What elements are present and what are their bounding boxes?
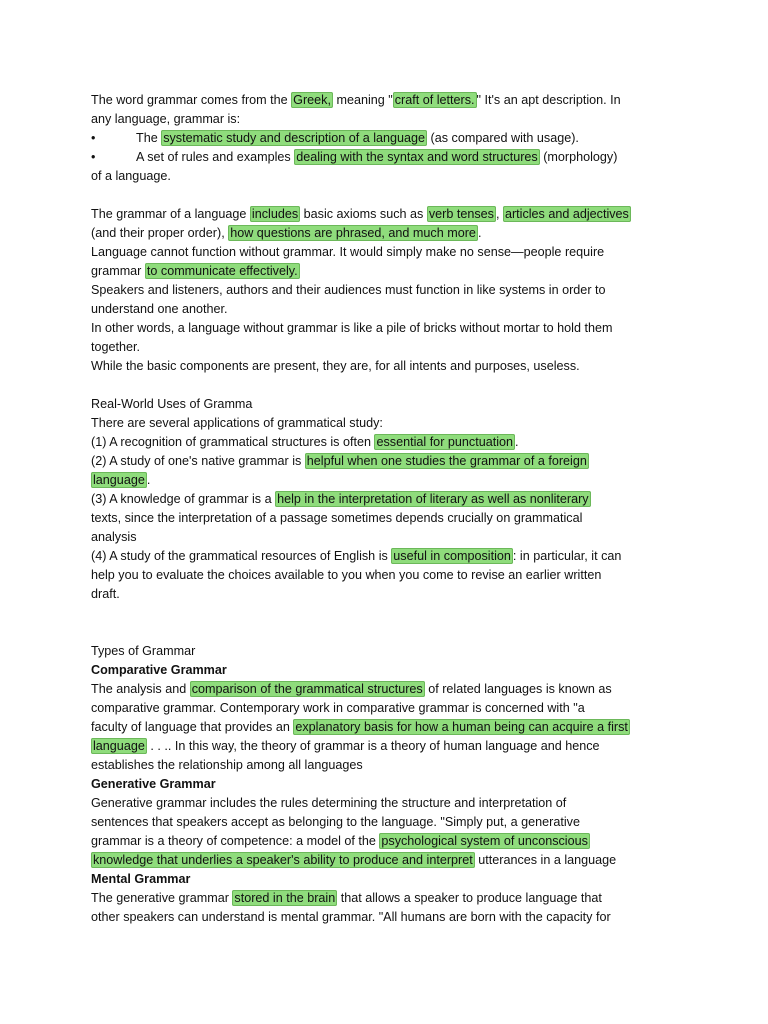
text-line [91, 319, 691, 338]
text-line [91, 756, 691, 775]
blank-line [91, 376, 691, 395]
text-run: The generative grammar [91, 891, 233, 905]
text-run: sentences that speakers accept as belonging to the language. "Simply put, a generative [91, 815, 580, 829]
highlighted-text: language [93, 473, 145, 487]
highlighted-text: helpful when one studies the grammar of a foreign [306, 454, 587, 468]
text-run: comparative grammar. Contemporary work in comparative grammar is concerned with "a [91, 701, 585, 715]
text-line [91, 205, 691, 224]
text-line [91, 91, 691, 110]
text-line [91, 509, 691, 528]
highlighted-text: language [93, 739, 145, 753]
text-run: (as compared with usage). [427, 131, 579, 145]
text-line [91, 338, 691, 357]
text-line [91, 661, 691, 680]
text-line [91, 167, 691, 186]
text-run: meaning " [332, 93, 393, 107]
text-run: The grammar of a language [91, 207, 250, 221]
blank-line [91, 604, 691, 623]
text-line [91, 281, 691, 300]
text-run: grammar [91, 264, 145, 278]
text-run: other speakers can understand is mental grammar. "All humans are born with the capacity for [91, 910, 611, 924]
text-line [91, 129, 691, 148]
text-line [91, 642, 691, 661]
text-run: draft. [91, 587, 120, 601]
text-run: Speakers and listeners, authors and their audiences must function in like systems in order to [91, 283, 606, 297]
text-line [91, 243, 691, 262]
text-run: together. [91, 340, 141, 354]
text-run: (2) A study of one's native grammar is [91, 454, 305, 468]
highlighted-text: craft of letters. [394, 93, 475, 107]
text-run: texts, since the interpretation of a passage sometimes depends crucially on grammatical [91, 511, 583, 525]
text-run: help you to evaluate the choices available to you when you come to revise an earlier written [91, 568, 602, 582]
highlighted-text: useful in composition [393, 549, 511, 563]
text-line [91, 471, 691, 490]
text-run: establishes the relationship among all languages [91, 758, 363, 772]
text-line [91, 433, 691, 452]
text-run: (morphology) [539, 150, 618, 164]
highlighted-text: systematic study and description of a language [163, 131, 426, 145]
text-run: Language cannot function without grammar. It would simply make no sense—people require [91, 245, 605, 259]
text-run: understand one another. [91, 302, 228, 316]
highlighted-text: explanatory basis for how a human being can acquire a first [295, 720, 628, 734]
text-line [91, 262, 691, 281]
text-line [91, 224, 691, 243]
text-run: . [515, 435, 519, 449]
highlighted-text: help in the interpretation of literary as well as nonliterary [277, 492, 589, 506]
text-line [91, 851, 691, 870]
highlighted-text: essential for punctuation [376, 435, 514, 449]
text-run: Types of Grammar [91, 644, 196, 658]
text-line [91, 737, 691, 756]
text-run: basic axioms such as [300, 207, 427, 221]
text-line [91, 870, 691, 889]
text-run: There are several applications of grammatical study: [91, 416, 383, 430]
text-line [91, 775, 691, 794]
highlighted-text: articles and adjectives [504, 207, 629, 221]
text-run: " It's an apt description. In [476, 93, 621, 107]
text-line [91, 452, 691, 471]
highlighted-text: knowledge that underlies a speaker's ability to produce and interpret [93, 853, 473, 867]
section-heading: Mental Grammar [91, 872, 191, 886]
document-body [91, 91, 691, 927]
text-run: A set of rules and examples [136, 150, 295, 164]
text-line [91, 395, 691, 414]
text-line [91, 566, 691, 585]
text-line [91, 699, 691, 718]
text-line [91, 718, 691, 737]
text-run: faculty of language that provides an [91, 720, 294, 734]
text-line [91, 794, 691, 813]
text-run: In other words, a language without grammar is like a pile of bricks without mortar to hold them [91, 321, 613, 335]
highlighted-text: includes [251, 207, 299, 221]
bullet-marker: • [91, 131, 96, 145]
section-heading: Generative Grammar [91, 777, 216, 791]
text-run: While the basic components are present, they are, for all intents and purposes, useless. [91, 359, 580, 373]
text-line [91, 585, 691, 604]
text-run: The word grammar comes from the [91, 93, 292, 107]
text-line [91, 832, 691, 851]
text-line [91, 490, 691, 509]
highlighted-text: to communicate effectively. [146, 264, 298, 278]
highlighted-text: how questions are phrased, and much more [230, 226, 476, 240]
text-run: analysis [91, 530, 137, 544]
text-run: The [136, 131, 162, 145]
text-line [91, 300, 691, 319]
section-heading: Comparative Grammar [91, 663, 227, 677]
text-run: grammar is a theory of competence: a model of the [91, 834, 380, 848]
text-line [91, 547, 691, 566]
text-run: . [477, 226, 482, 240]
text-run: . [146, 473, 151, 487]
text-run: Real-World Uses of Gramma [91, 397, 253, 411]
text-run: , [495, 207, 503, 221]
text-line [91, 357, 691, 376]
text-run: : in particular, it can [512, 549, 622, 563]
text-run: of a language. [91, 169, 171, 183]
text-run: (and their proper order), [91, 226, 229, 240]
text-run: (1) A recognition of grammatical structures is often [91, 435, 375, 449]
text-line [91, 148, 691, 167]
text-line [91, 680, 691, 699]
text-line [91, 813, 691, 832]
text-run: Generative grammar includes the rules determining the structure and interpretation of [91, 796, 567, 810]
highlighted-text: psychological system of unconscious [381, 834, 588, 848]
highlighted-text: Greek, [293, 93, 331, 107]
text-run: (3) A knowledge of grammar is a [91, 492, 276, 506]
text-run: . . .. In this way, the theory of grammar is a theory of human language and hence [146, 739, 600, 753]
text-run: utterances in a language [474, 853, 617, 867]
text-run: of related languages is known as [424, 682, 612, 696]
text-run: that allows a speaker to produce language that [337, 891, 602, 905]
text-run: (4) A study of the grammatical resources of English is [91, 549, 392, 563]
text-line [91, 414, 691, 433]
text-line [91, 110, 691, 129]
bullet-marker: • [91, 150, 96, 164]
highlighted-text: verb tenses [428, 207, 494, 221]
text-line [91, 908, 691, 927]
highlighted-text: stored in the brain [234, 891, 336, 905]
text-line [91, 889, 691, 908]
highlighted-text: dealing with the syntax and word structures [296, 150, 538, 164]
highlighted-text: comparison of the grammatical structures [191, 682, 423, 696]
blank-line [91, 623, 691, 642]
text-run: The analysis and [91, 682, 190, 696]
text-line [91, 528, 691, 547]
text-run: any language, grammar is: [91, 112, 241, 126]
blank-line [91, 186, 691, 205]
